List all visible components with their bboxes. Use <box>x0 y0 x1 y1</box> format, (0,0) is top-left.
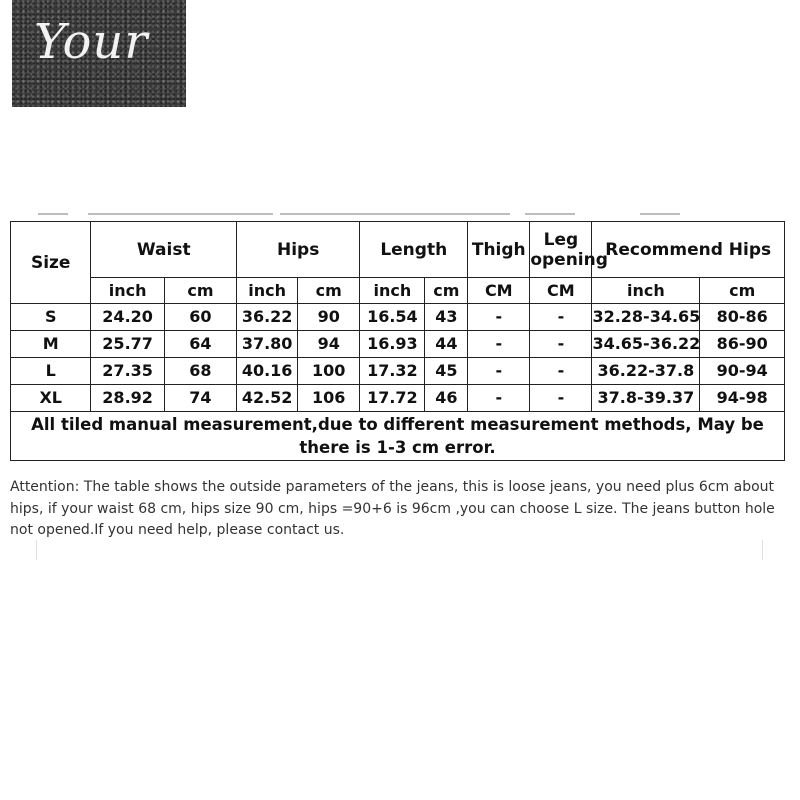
table-cell: 36.22-37.8 <box>592 358 700 385</box>
unit-cell: CM <box>468 278 530 304</box>
table-cell: 68 <box>164 358 236 385</box>
size-chart-table <box>10 221 785 461</box>
table-cell: 46 <box>425 385 468 412</box>
divider <box>38 213 68 215</box>
table-cell: 16.54 <box>360 304 425 331</box>
header-length: Length <box>360 222 468 278</box>
table-row <box>11 358 785 385</box>
table-cell: 94 <box>298 331 360 358</box>
table-cell: 24.20 <box>91 304 164 331</box>
unit-cell: inch <box>91 278 164 304</box>
table-cell: 44 <box>425 331 468 358</box>
header-thigh: Thigh <box>468 222 530 278</box>
logo-text: Your <box>34 14 149 70</box>
table-cell: 64 <box>164 331 236 358</box>
unit-row <box>11 278 785 304</box>
table-cell: 37.8-39.37 <box>592 385 700 412</box>
table-cell: 40.16 <box>237 358 298 385</box>
table-cell: 36.22 <box>237 304 298 331</box>
divider <box>88 213 273 215</box>
table-cell: - <box>468 385 530 412</box>
unit-cell: cm <box>298 278 360 304</box>
divider <box>280 213 510 215</box>
divider <box>762 540 763 560</box>
table-cell: 37.80 <box>237 331 298 358</box>
unit-cell: cm <box>164 278 236 304</box>
table-cell: 42.52 <box>237 385 298 412</box>
table-cell: 74 <box>164 385 236 412</box>
table-row <box>11 331 785 358</box>
table-cell: 25.77 <box>91 331 164 358</box>
unit-cell: cm <box>700 278 785 304</box>
measurement-note: All tiled manual measurement,due to different measurement methods, May be there is 1-3 cm error. <box>11 412 785 461</box>
unit-cell: inch <box>592 278 700 304</box>
unit-cell: cm <box>425 278 468 304</box>
table-cell: 32.28-34.65 <box>592 304 700 331</box>
table-cell: 100 <box>298 358 360 385</box>
table-cell: - <box>468 358 530 385</box>
divider <box>640 213 680 215</box>
table-cell: - <box>530 385 592 412</box>
table-cell: 94-98 <box>700 385 785 412</box>
table-cell: 106 <box>298 385 360 412</box>
table-cell: 17.72 <box>360 385 425 412</box>
table-cell: - <box>530 304 592 331</box>
table-cell: 60 <box>164 304 236 331</box>
size-cell: S <box>11 304 91 331</box>
table-cell: - <box>468 304 530 331</box>
divider <box>525 213 575 215</box>
table-cell: 43 <box>425 304 468 331</box>
header-leg-opening: Leg opening <box>530 222 592 278</box>
header-hips: Hips <box>237 222 360 278</box>
table-cell: 86-90 <box>700 331 785 358</box>
brand-logo <box>12 0 186 107</box>
header-recommend-hips: Recommend Hips <box>592 222 785 278</box>
table-cell: - <box>468 331 530 358</box>
header-size: Size <box>11 222 91 304</box>
header-row <box>11 222 785 278</box>
table-cell: 34.65-36.22 <box>592 331 700 358</box>
attention-text: Attention: The table shows the outside parameters of the jeans, this is loose jeans, you need plus 6cm about hips, if your waist 68 cm, hips size 90 cm, hips =90+6 is 96cm ,you can choose L size. The jeans button hole not opened.If you need help, please contact us. <box>10 479 775 538</box>
table-cell: 16.93 <box>360 331 425 358</box>
table-cell: 27.35 <box>91 358 164 385</box>
table-cell: 17.32 <box>360 358 425 385</box>
table-cell: 28.92 <box>91 385 164 412</box>
table-cell: 90 <box>298 304 360 331</box>
header-waist: Waist <box>91 222 237 278</box>
unit-cell: inch <box>237 278 298 304</box>
size-cell: XL <box>11 385 91 412</box>
table-cell: 90-94 <box>700 358 785 385</box>
size-cell: L <box>11 358 91 385</box>
table-cell: 80-86 <box>700 304 785 331</box>
table-cell: - <box>530 358 592 385</box>
divider <box>36 540 37 560</box>
note-row <box>11 412 785 461</box>
table-cell: 45 <box>425 358 468 385</box>
table-row <box>11 304 785 331</box>
size-cell: M <box>11 331 91 358</box>
unit-cell: CM <box>530 278 592 304</box>
unit-cell: inch <box>360 278 425 304</box>
table-cell: - <box>530 331 592 358</box>
table-row <box>11 385 785 412</box>
